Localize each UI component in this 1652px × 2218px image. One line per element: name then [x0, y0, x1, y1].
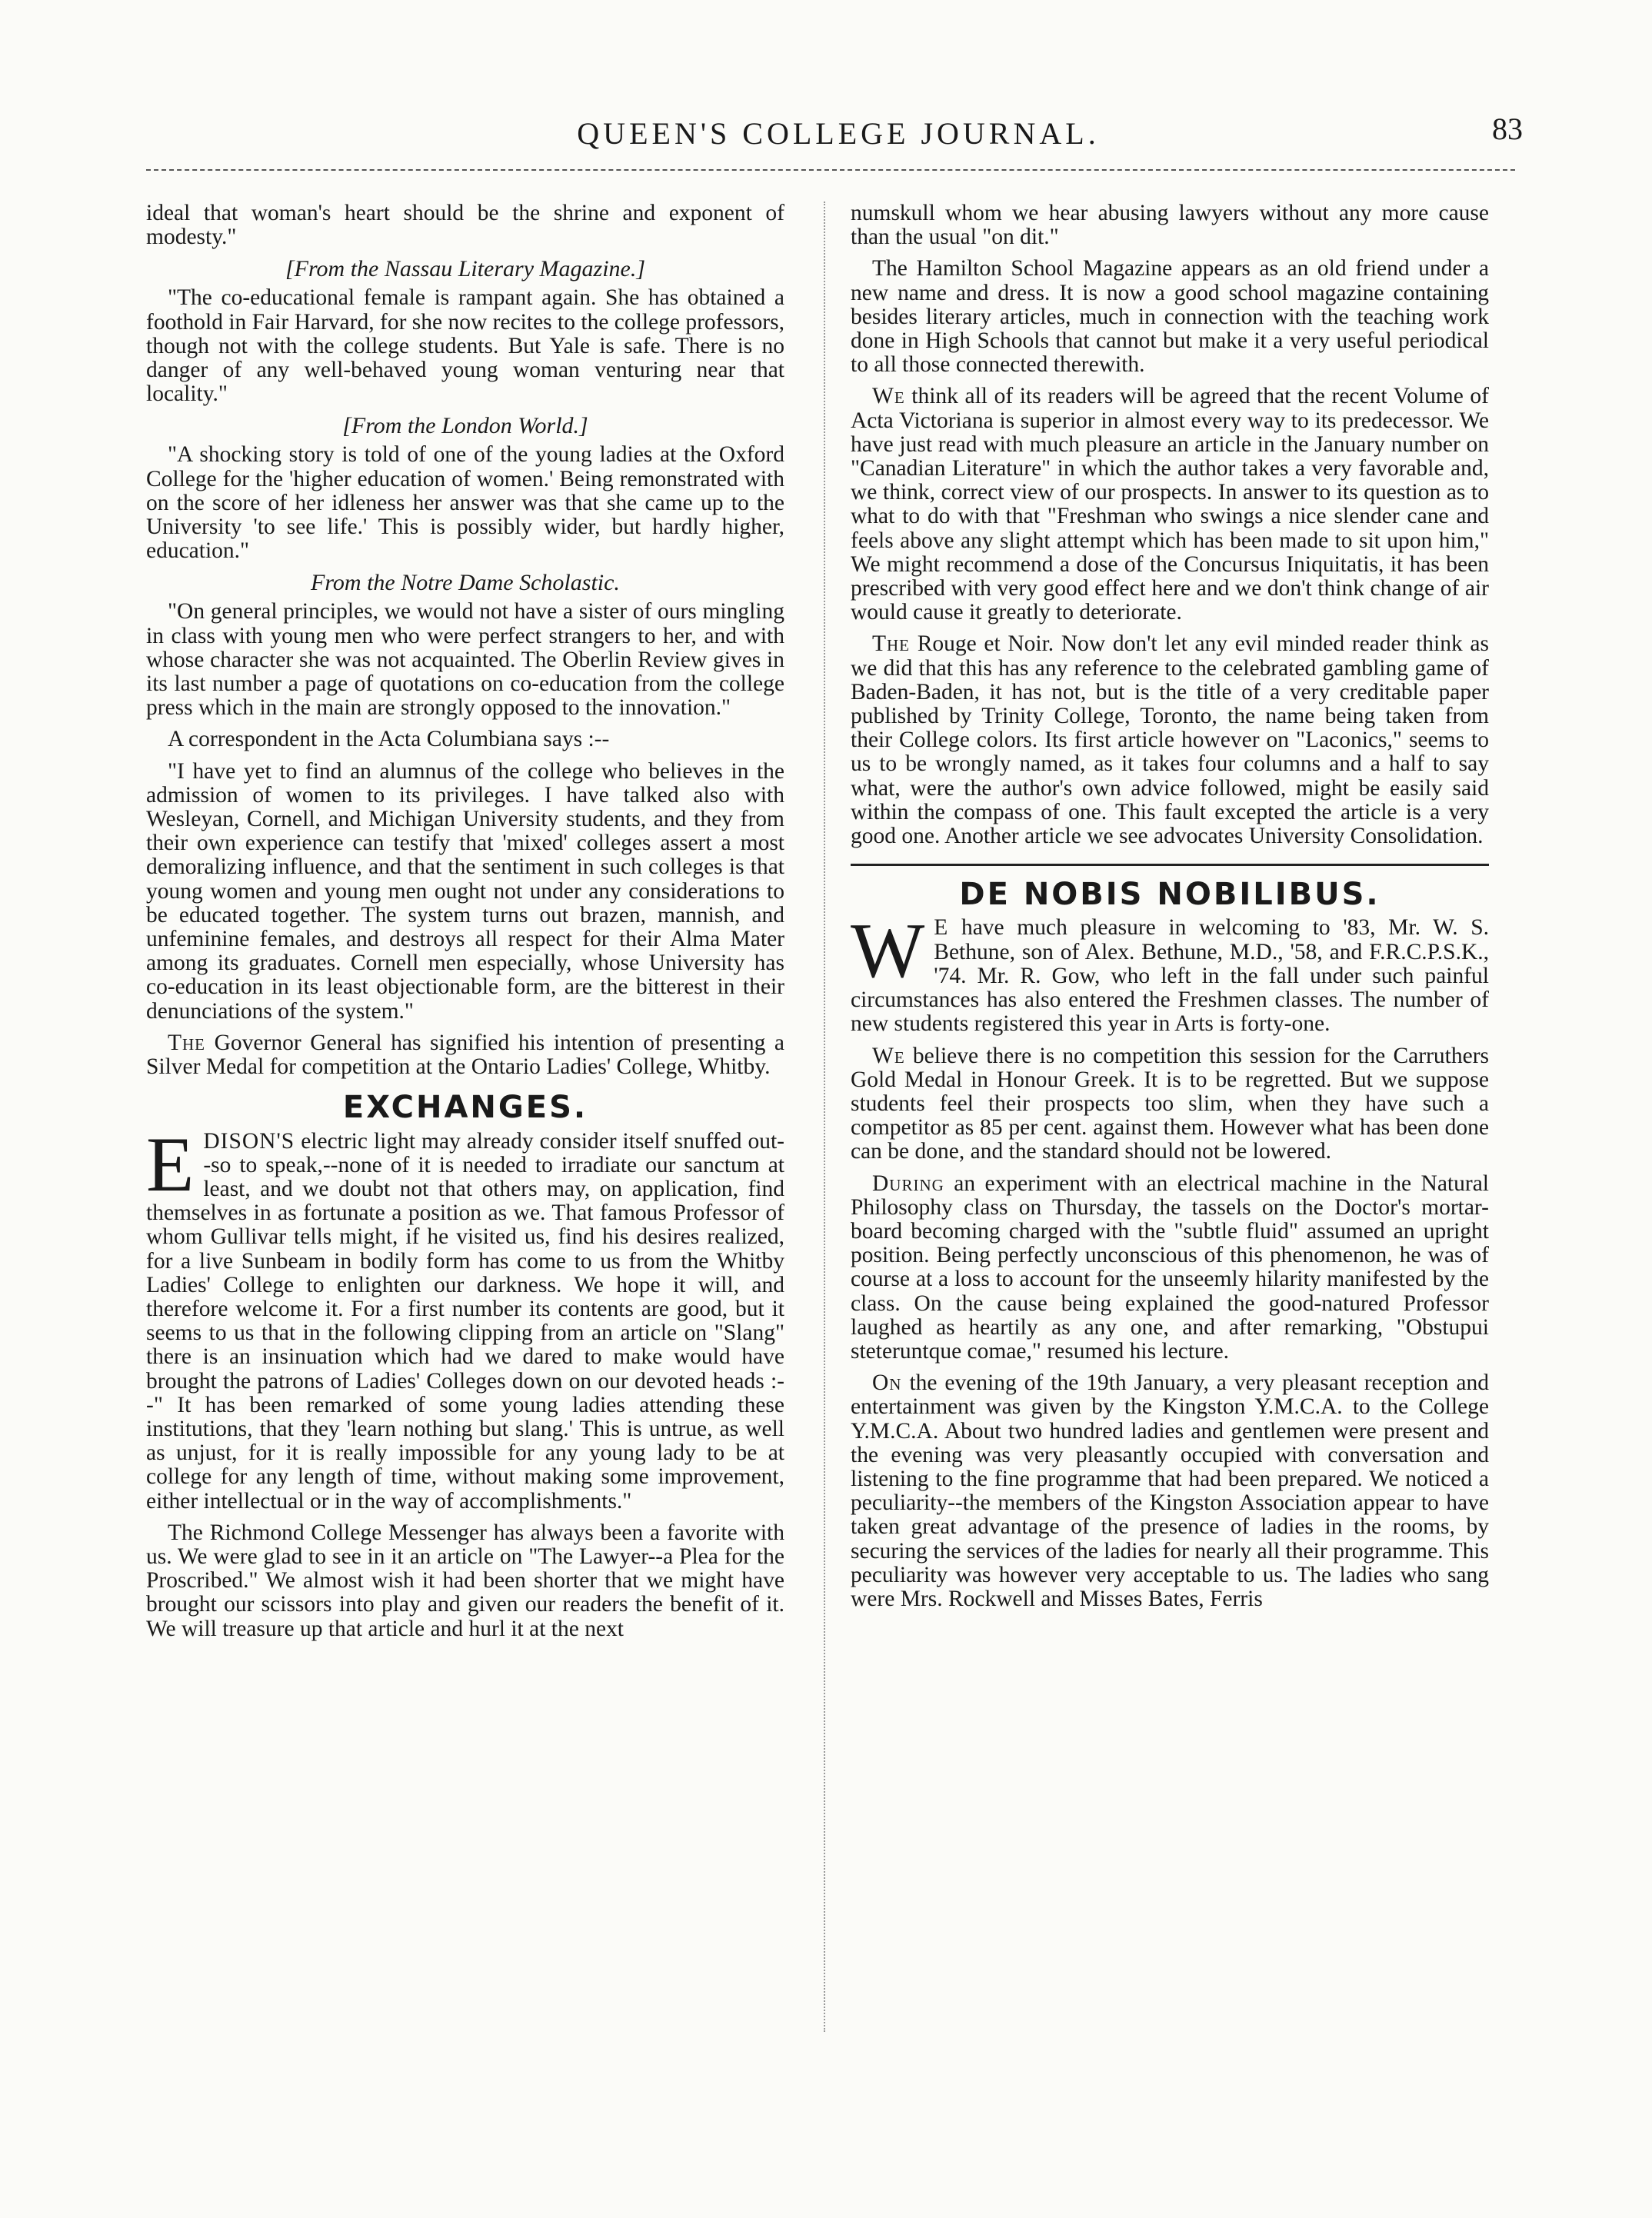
- paragraph-text: Rouge et Noir. Now don't let any evil minded reader think as we did that this has any reference to the celebrated gambling game of Baden-Baden, it has not, but is the title of a very creditable paper published by Trinity College, Toronto, the name being taken from their College colors. Its first article however on "Laconics," seems to us to be wrongly named, as it takes four columns and a half to say what, were the author's own advice followed, might be easily said within the compass of one. This fault excepted the article is a very good one. Another article we see advocates University Consolidation.: [851, 631, 1489, 849]
- paragraph: [146, 1121, 784, 1514]
- paragraph: [851, 385, 1489, 624]
- paragraph-text: believe there is no competition this session for the Carruthers Gold Medal in Honour Greek. It is to be regretted. But we suppose students feel their prospects too slim, when they have such a competitor as 85 per cent. against them. However what has been done can be done, and the standard should not be lowered.: [851, 1043, 1489, 1164]
- paragraph: "On general principles, we would not have a sister of ours mingling in class with young men who were perfect strangers to her, and with whose character she was not acquainted. The Oberlin Review gives in its last number a page of quotations on co-education from the college press which in the main are strongly opposed to the innovation.": [146, 599, 784, 721]
- paragraph-text: think all of its readers will be agreed that the recent Volume of Acta Victoriana is superior in almost every way to its predecessor. We have just read with much pleasure an article in the January number on "Canadian Literature" in which the author takes a very favorable and, we think, correct view of our prospects. In answer to its question as to what to do with that "Freshman who swings a nice slender cane and feels above any slight attempt which has been made to sit upon him," We might recommend a dose of the Concursus Iniquitatis, it has been prescribed with very good effect here and we don't think change of air would cause it greatly to deteriorate.: [851, 384, 1489, 625]
- paragraph: ideal that woman's heart should be the shrine and exponent of modesty.": [146, 201, 784, 250]
- paragraph-text: an experiment with an electrical machine in the Natural Philosophy class on Thursday, the tassels on the Doctor's mortar-board becoming charged with the "subtle fluid" assumed an upright position. Being perfectly unconscious of this phenomenon, he was of course at a loss to account for the unseemly hilarity manifested by the class. On the cause being explained the good-natured Professor laughed as heartily as any one, and after remarking, "Obstupui steteruntque comae," resumed his lecture.: [851, 1171, 1489, 1364]
- lead-word: On: [872, 1370, 902, 1396]
- source-citation: From the Notre Dame Scholastic.: [311, 570, 620, 596]
- section-rule: [851, 864, 1489, 866]
- paragraph: The Richmond College Messenger has always been a favorite with us. We were glad to see in it an article on "The Lawyer--a Plea for the Proscribed." We almost wish it had been shorter that we might have brought our scissors into play and given our readers the benefit of it. We will treasure up that article and hurl it at the next: [146, 1520, 784, 1641]
- column-divider: [824, 201, 825, 2032]
- paragraph: "The co-educational female is rampant again. She has obtained a foothold in Fair Harvard, for she now recites to the college professors, though not with the college students. But Yale is safe. There is no danger of any well-behaved young woman venturing near that locality.": [146, 285, 784, 407]
- drop-cap: W: [851, 908, 925, 995]
- paragraph: [851, 632, 1489, 848]
- paragraph: [851, 1044, 1489, 1164]
- lead-word: The: [168, 1030, 206, 1055]
- paragraph-text: the evening of the 19th January, a very pleasant reception and entertainment was given by the Kingston Y.M.C.A. to the College Y.M.C.A. About two hundred ladies and gentlemen were present and the evening was very pleasantly occupied with conversation and listening to the fine programme that had been prepared. We noticed a peculiarity--the members of the Kingston Association appear to have taken great advantage of the presence of ladies in the rooms, by securing the services of the ladies for nearly all their programme. This peculiarity was however very acceptable to us. The ladies who sang were Mrs. Rockwell and Misses Bates, Ferris: [851, 1370, 1490, 1611]
- source-citation: [From the Nassau Literary Magazine.]: [285, 256, 646, 282]
- paragraph: A correspondent in the Acta Columbiana says :--: [168, 727, 610, 752]
- header-rule: [146, 169, 1515, 171]
- paragraph: [851, 1371, 1489, 1611]
- running-title: QUEEN'S COLLEGE JOURNAL.: [577, 116, 1100, 151]
- section-heading-exchanges: EXCHANGES.: [342, 1090, 588, 1126]
- paragraph-text: electric light may already consider itself snuffed out--so to speak,--none of it is needed to irradiate our sanctum at least, and we doubt not that others may, on application, find themselves in as fortunate a position as we. That famous Professor of whom Gullivar tells might, if he visited us, find his desires realized, for a live Sunbeam in bodily form has come to us from the Whitby Ladies' College to enlighten our darkness. We hope it will, and therefore welcome it. For a first number its contents are good, but it seems to us that in the following clipping from an article on "Slang" there is an insinuation which had we dared to make would have brought the patrons of Ladies' Colleges down on our devoted heads :--" It has been remarked of some young ladies attending these institutions, that they 'learn nothing but slang.' This is untrue, as well as unjust, for it is really impossible for any young lady to be at college for any length of time, without making some improvement, either intellectual or in the way of accomplishments.": [146, 1128, 784, 1514]
- right-column: [851, 201, 1489, 1619]
- source-citation: [From the London World.]: [342, 413, 588, 439]
- lead-word: During: [872, 1171, 944, 1196]
- paragraph: The Hamilton School Magazine appears as an old friend under a new name and dress. It is now a good school magazine containing besides literary articles, much in connection with the teaching work done in High Schools that cannot but make it a very useful periodical to all those connected therewith.: [851, 256, 1489, 378]
- paragraph: [851, 908, 1490, 1037]
- paragraph: "A shocking story is told of one of the young ladies at the Oxford College for the 'higher education of women.' Being remonstrated with on the score of her idleness her answer was that she came up to the University 'to see life.' This is possibly wider, but hardly higher, education.": [146, 442, 784, 564]
- paragraph-text: Governor General has signified his intention of presenting a Silver Medal for competition at the Ontario Ladies' College, Whitby.: [146, 1030, 784, 1080]
- lead-word: E: [934, 915, 949, 941]
- drop-cap: E: [146, 1121, 195, 1208]
- paragraph: numskull whom we hear abusing lawyers without any more cause than the usual "on dit.": [851, 201, 1489, 250]
- paragraph-text: have much pleasure in welcoming to '83, Mr. W. S. Bethune, son of Alex. Bethune, M.D., '58, and F.R.C.P.S.K., '74. Mr. R. Gow, who left in the fall under such painful circumstances has also entered the Freshmen classes. The number of new students registered this year in Arts is forty-one.: [851, 915, 1490, 1037]
- left-column: [146, 201, 784, 1649]
- paragraph: [851, 1172, 1489, 1364]
- page-header: [154, 112, 1523, 162]
- lead-word: We: [872, 1043, 905, 1068]
- section-heading-de-nobis: DE NOBIS NOBILIBUS.: [959, 877, 1381, 913]
- paragraph: [146, 1031, 784, 1079]
- lead-word: The: [872, 631, 911, 657]
- paragraph: "I have yet to find an alumnus of the college who believes in the admission of women to its privileges. I have talked also with Wesleyan, Cornell, and Michigan University students, and they from their own experience can testify that 'mixed' colleges assert a most demoralizing influence, and that the sentiment in such colleges is that young women and young men ought not under any considerations to be educated together. The system turns out brazen, mannish, and unfeminine females, and destroys all respect for their Alma Mater among its graduates. Cornell men especially, whose University has co-education in its least objectionable form, are the bitterest in their denunciations of the system.": [146, 758, 784, 1024]
- lead-word: We: [872, 384, 905, 409]
- lead-word: DISON'S: [203, 1128, 295, 1154]
- page-number: 83: [1492, 112, 1523, 146]
